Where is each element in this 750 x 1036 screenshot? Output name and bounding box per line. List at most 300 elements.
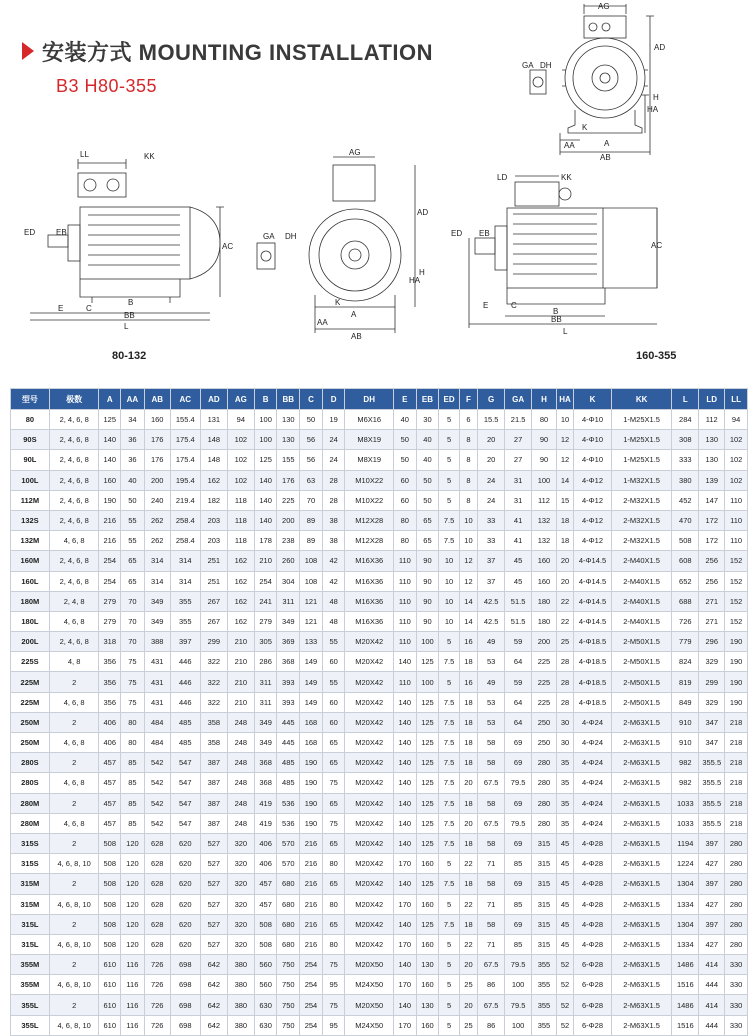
- table-cell: 149: [300, 692, 323, 712]
- table-cell: 75: [121, 692, 145, 712]
- table-cell: 45: [556, 934, 573, 954]
- table-cell: 380: [672, 470, 699, 490]
- table-cell: 50: [121, 490, 145, 510]
- table-cell: 4-Φ18.5: [574, 692, 612, 712]
- table-cell: 2-M63X1.5: [611, 1015, 671, 1035]
- table-cell: 368: [277, 652, 300, 672]
- dim-label-a: A: [604, 139, 610, 148]
- column-header: AC: [170, 389, 200, 410]
- table-cell: 7.5: [439, 531, 460, 551]
- table-cell: 6-Φ28: [574, 1015, 612, 1035]
- table-cell: 55: [322, 672, 345, 692]
- model-cell: 132M: [11, 531, 50, 551]
- column-header: DH: [345, 389, 394, 410]
- dimension-table: [10, 388, 748, 1036]
- table-cell: 33: [478, 510, 505, 530]
- dim-label-ld: LD: [497, 173, 508, 182]
- table-cell: 10: [439, 551, 460, 571]
- table-cell: 75: [322, 773, 345, 793]
- table-cell: 726: [144, 995, 170, 1015]
- table-cell: 355: [532, 975, 557, 995]
- table-cell: 251: [200, 571, 227, 591]
- table-cell: 279: [254, 611, 277, 631]
- table-cell: 20: [478, 430, 505, 450]
- table-header-row: [11, 389, 748, 410]
- table-cell: 28: [556, 672, 573, 692]
- dim-label-eb-2: EB: [479, 229, 490, 238]
- table-cell: 108: [300, 571, 323, 591]
- table-cell: 262: [144, 510, 170, 530]
- table-cell: 108: [300, 551, 323, 571]
- table-cell: 20: [459, 813, 477, 833]
- table-cell: 100: [505, 1015, 532, 1035]
- table-cell: 280: [725, 854, 748, 874]
- table-cell: 75: [322, 955, 345, 975]
- table-cell: M20X42: [345, 813, 394, 833]
- table-cell: 680: [277, 874, 300, 894]
- table-cell: 527: [200, 914, 227, 934]
- table-cell: 25: [459, 975, 477, 995]
- model-cell: 180L: [11, 611, 50, 631]
- table-cell: 31: [505, 470, 532, 490]
- table-cell: 140: [393, 833, 416, 853]
- table-cell: 4, 6, 8: [49, 813, 99, 833]
- table-cell: 387: [200, 773, 227, 793]
- table-cell: 5: [439, 975, 460, 995]
- table-cell: 180: [532, 611, 557, 631]
- table-cell: 110: [393, 571, 416, 591]
- table-cell: 80: [532, 410, 557, 430]
- table-cell: 322: [200, 692, 227, 712]
- table-cell: 610: [99, 955, 121, 975]
- table-cell: 225: [532, 692, 557, 712]
- table-cell: 387: [200, 793, 227, 813]
- model-cell: 80: [11, 410, 50, 430]
- table-cell: 100: [254, 430, 277, 450]
- table-cell: 85: [121, 813, 145, 833]
- table-row: [11, 611, 748, 631]
- table-cell: 69: [505, 914, 532, 934]
- table-cell: 95: [322, 975, 345, 995]
- table-cell: 419: [254, 813, 277, 833]
- table-cell: 125: [99, 410, 121, 430]
- table-cell: 210: [227, 672, 254, 692]
- table-cell: M20X42: [345, 672, 394, 692]
- column-header: GA: [505, 389, 532, 410]
- table-cell: 45: [556, 833, 573, 853]
- table-cell: 102: [227, 450, 254, 470]
- table-cell: 24: [478, 470, 505, 490]
- table-row: [11, 672, 748, 692]
- table-row: [11, 894, 748, 914]
- table-cell: M6X16: [345, 410, 394, 430]
- table-cell: 349: [144, 591, 170, 611]
- table-cell: 45: [505, 551, 532, 571]
- table-cell: 85: [505, 934, 532, 954]
- table-cell: 18: [459, 833, 477, 853]
- table-cell: 218: [725, 712, 748, 732]
- table-row: [11, 995, 748, 1015]
- table-cell: 1194: [672, 833, 699, 853]
- table-cell: 427: [699, 934, 725, 954]
- table-cell: 160: [416, 1015, 439, 1035]
- table-cell: M20X42: [345, 692, 394, 712]
- table-cell: 112: [699, 410, 725, 430]
- table-cell: 387: [200, 753, 227, 773]
- table-cell: 100: [505, 975, 532, 995]
- table-cell: 55: [121, 531, 145, 551]
- dim-label-k-2: K: [335, 298, 341, 307]
- dim-label-bb: BB: [124, 311, 135, 320]
- table-cell: 4, 6, 8, 10: [49, 1015, 99, 1035]
- table-cell: 58: [478, 874, 505, 894]
- table-cell: 12: [556, 450, 573, 470]
- model-cell: 315L: [11, 914, 50, 934]
- table-cell: 22: [459, 894, 477, 914]
- table-cell: 358: [200, 733, 227, 753]
- table-cell: 125: [416, 874, 439, 894]
- model-cell: 250M: [11, 712, 50, 732]
- table-cell: 355.5: [699, 793, 725, 813]
- table-cell: 1304: [672, 874, 699, 894]
- table-cell: 311: [254, 672, 277, 692]
- table-cell: 628: [144, 854, 170, 874]
- table-cell: 380: [227, 975, 254, 995]
- column-header: 极数: [49, 389, 99, 410]
- table-cell: 110: [393, 551, 416, 571]
- model-cell: 355L: [11, 1015, 50, 1035]
- table-row: [11, 1015, 748, 1035]
- dim-label-ad-2: AD: [417, 208, 429, 217]
- table-cell: 85: [121, 773, 145, 793]
- table-cell: 75: [322, 813, 345, 833]
- table-cell: 4-Φ28: [574, 833, 612, 853]
- table-cell: 333: [672, 450, 699, 470]
- table-cell: 4, 6, 8, 10: [49, 975, 99, 995]
- table-cell: 152: [725, 551, 748, 571]
- table-cell: 1486: [672, 995, 699, 1015]
- table-cell: 406: [99, 733, 121, 753]
- table-cell: 355.5: [699, 813, 725, 833]
- table-cell: 49: [478, 632, 505, 652]
- model-cell: 132S: [11, 510, 50, 530]
- table-cell: M20X42: [345, 934, 394, 954]
- table-cell: 22: [459, 934, 477, 954]
- table-cell: 80: [121, 712, 145, 732]
- table-cell: 70: [121, 611, 145, 631]
- table-cell: 750: [277, 995, 300, 1015]
- model-cell: 280S: [11, 773, 50, 793]
- table-cell: 1033: [672, 813, 699, 833]
- table-cell: 130: [416, 995, 439, 1015]
- table-cell: 547: [170, 753, 200, 773]
- caption-160-355: 160-355: [636, 350, 677, 362]
- table-cell: 349: [254, 712, 277, 732]
- table-cell: 63: [300, 470, 323, 490]
- table-cell: 330: [725, 975, 748, 995]
- table-cell: 160: [416, 894, 439, 914]
- table-cell: 356: [99, 652, 121, 672]
- column-header: AD: [200, 389, 227, 410]
- table-cell: 190: [725, 632, 748, 652]
- table-cell: 89: [300, 510, 323, 530]
- table-cell: 1-M32X1.5: [611, 470, 671, 490]
- table-cell: 299: [699, 672, 725, 692]
- table-cell: 279: [99, 591, 121, 611]
- table-cell: 120: [121, 914, 145, 934]
- table-cell: 2-M50X1.5: [611, 672, 671, 692]
- table-cell: 118: [227, 531, 254, 551]
- table-cell: 2-M50X1.5: [611, 692, 671, 712]
- table-cell: 71: [478, 934, 505, 954]
- table-cell: M20X42: [345, 793, 394, 813]
- table-cell: 322: [200, 672, 227, 692]
- table-cell: 60: [322, 652, 345, 672]
- table-cell: M20X42: [345, 914, 394, 934]
- table-cell: 254: [300, 995, 323, 1015]
- table-cell: 2: [49, 955, 99, 975]
- table-cell: 311: [277, 591, 300, 611]
- table-cell: 133: [300, 632, 323, 652]
- table-cell: 824: [672, 652, 699, 672]
- table-cell: 48: [322, 591, 345, 611]
- table-cell: 190: [300, 793, 323, 813]
- table-cell: 280: [532, 773, 557, 793]
- table-cell: 355: [532, 1015, 557, 1035]
- table-cell: 100: [532, 470, 557, 490]
- table-cell: 216: [300, 914, 323, 934]
- table-cell: 162: [227, 571, 254, 591]
- table-cell: 190: [725, 652, 748, 672]
- table-cell: 2-M63X1.5: [611, 894, 671, 914]
- table-cell: 355: [170, 611, 200, 631]
- table-row: [11, 934, 748, 954]
- table-cell: 22: [459, 854, 477, 874]
- table-cell: 132: [532, 531, 557, 551]
- table-cell: 28: [322, 470, 345, 490]
- table-cell: 7.5: [439, 652, 460, 672]
- table-cell: 162: [227, 591, 254, 611]
- table-cell: 271: [699, 591, 725, 611]
- dim-label-ha: HA: [647, 105, 659, 114]
- table-cell: 347: [699, 733, 725, 753]
- table-cell: 140: [393, 793, 416, 813]
- table-cell: 2-M40X1.5: [611, 611, 671, 631]
- column-header: LL: [725, 389, 748, 410]
- table-row: [11, 430, 748, 450]
- table-cell: 4-Φ28: [574, 894, 612, 914]
- table-cell: 393: [277, 672, 300, 692]
- table-cell: 4-Φ10: [574, 450, 612, 470]
- column-header: ED: [439, 389, 460, 410]
- table-cell: 284: [672, 410, 699, 430]
- model-cell: 90S: [11, 430, 50, 450]
- model-cell: 225M: [11, 692, 50, 712]
- table-cell: 457: [99, 793, 121, 813]
- table-cell: 53: [478, 692, 505, 712]
- table-cell: M20X42: [345, 632, 394, 652]
- model-cell: 90L: [11, 450, 50, 470]
- table-cell: 726: [144, 1015, 170, 1035]
- table-cell: M16X36: [345, 571, 394, 591]
- table-cell: 315: [532, 934, 557, 954]
- table-cell: 65: [121, 571, 145, 591]
- table-cell: 18: [556, 531, 573, 551]
- table-cell: 18: [459, 652, 477, 672]
- table-cell: 70: [300, 490, 323, 510]
- table-cell: 38: [322, 510, 345, 530]
- table-cell: 4-Φ24: [574, 712, 612, 732]
- table-cell: 652: [672, 571, 699, 591]
- table-cell: 910: [672, 712, 699, 732]
- table-cell: M24X50: [345, 1015, 394, 1035]
- table-row: [11, 712, 748, 732]
- table-cell: 140: [254, 470, 277, 490]
- table-cell: 2, 4, 6, 8: [49, 410, 99, 430]
- table-cell: 30: [556, 712, 573, 732]
- table-cell: 457: [99, 753, 121, 773]
- dim-label-h-2: H: [419, 268, 425, 277]
- table-cell: 6-Φ28: [574, 975, 612, 995]
- table-cell: 121: [300, 591, 323, 611]
- table-cell: 60: [322, 712, 345, 732]
- table-cell: 90: [416, 551, 439, 571]
- table-cell: 8: [459, 490, 477, 510]
- table-cell: 42: [322, 551, 345, 571]
- table-cell: 75: [121, 672, 145, 692]
- model-cell: 112M: [11, 490, 50, 510]
- table-cell: 4, 6, 8: [49, 733, 99, 753]
- table-cell: 125: [416, 753, 439, 773]
- table-cell: 18: [459, 692, 477, 712]
- table-cell: 45: [556, 854, 573, 874]
- table-cell: 457: [99, 773, 121, 793]
- table-cell: 560: [254, 975, 277, 995]
- table-cell: 4-Φ10: [574, 430, 612, 450]
- table-cell: 86: [478, 1015, 505, 1035]
- table-cell: 38: [322, 531, 345, 551]
- table-cell: 369: [277, 632, 300, 652]
- table-cell: 51.5: [505, 611, 532, 631]
- table-cell: 508: [99, 894, 121, 914]
- page-subtitle: B3 H80-355: [56, 76, 158, 96]
- column-header: A: [99, 389, 121, 410]
- table-cell: 49: [478, 672, 505, 692]
- table-cell: 15: [556, 490, 573, 510]
- table-cell: 12: [459, 551, 477, 571]
- table-cell: 4, 6, 8, 10: [49, 854, 99, 874]
- table-cell: 4-Φ28: [574, 934, 612, 954]
- table-cell: 2-M40X1.5: [611, 571, 671, 591]
- dim-label-dh-2: DH: [285, 232, 297, 241]
- table-cell: 125: [416, 712, 439, 732]
- table-cell: 431: [144, 652, 170, 672]
- table-cell: 24: [322, 450, 345, 470]
- table-cell: 2-M63X1.5: [611, 854, 671, 874]
- table-cell: M10X22: [345, 470, 394, 490]
- table-cell: 698: [170, 995, 200, 1015]
- table-cell: 305: [254, 632, 277, 652]
- table-cell: 4-Φ24: [574, 733, 612, 753]
- table-cell: 140: [99, 450, 121, 470]
- table-cell: 356: [99, 692, 121, 712]
- table-cell: 64: [505, 692, 532, 712]
- table-cell: 203: [200, 510, 227, 530]
- table-cell: 560: [254, 955, 277, 975]
- table-cell: 50: [300, 410, 323, 430]
- table-cell: 4, 6, 8: [49, 773, 99, 793]
- dim-label-ab: AB: [600, 153, 611, 162]
- table-cell: 322: [200, 652, 227, 672]
- table-cell: 250: [532, 712, 557, 732]
- table-cell: 1334: [672, 934, 699, 954]
- table-cell: 65: [322, 733, 345, 753]
- table-cell: 5: [439, 854, 460, 874]
- table-cell: 27: [505, 450, 532, 470]
- table-cell: 216: [99, 531, 121, 551]
- table-cell: M20X42: [345, 733, 394, 753]
- table-cell: 100: [416, 672, 439, 692]
- table-cell: 320: [227, 854, 254, 874]
- model-cell: 355M: [11, 975, 50, 995]
- table-cell: 149: [300, 672, 323, 692]
- table-cell: 160: [532, 571, 557, 591]
- table-cell: 547: [170, 793, 200, 813]
- table-cell: 2, 4, 6, 8: [49, 632, 99, 652]
- table-cell: 80: [322, 854, 345, 874]
- table-cell: 542: [144, 753, 170, 773]
- table-cell: 7.5: [439, 793, 460, 813]
- table-cell: 70: [121, 632, 145, 652]
- table-cell: 508: [99, 874, 121, 894]
- table-cell: 176: [144, 430, 170, 450]
- table-cell: 2, 4, 6, 8: [49, 450, 99, 470]
- table-cell: 218: [725, 773, 748, 793]
- table-cell: 203: [200, 531, 227, 551]
- table-cell: M20X50: [345, 955, 394, 975]
- table-cell: 1-M25X1.5: [611, 410, 671, 430]
- table-cell: 2-M63X1.5: [611, 793, 671, 813]
- table-cell: 397: [170, 632, 200, 652]
- table-cell: 140: [393, 652, 416, 672]
- table-cell: 680: [277, 934, 300, 954]
- table-cell: 698: [170, 975, 200, 995]
- table-cell: 304: [277, 571, 300, 591]
- table-cell: 160: [144, 410, 170, 430]
- column-header: 型号: [11, 389, 50, 410]
- table-cell: 414: [699, 995, 725, 1015]
- table-cell: 280: [725, 833, 748, 853]
- table-cell: 42.5: [478, 591, 505, 611]
- dim-label-a-2: A: [351, 310, 357, 319]
- model-cell: 225S: [11, 652, 50, 672]
- table-cell: 4, 6, 8: [49, 611, 99, 631]
- table-cell: 4, 6, 8: [49, 692, 99, 712]
- table-cell: 2, 4, 6, 8: [49, 510, 99, 530]
- table-cell: 58: [478, 753, 505, 773]
- table-cell: 7.5: [439, 833, 460, 853]
- table-cell: 445: [277, 733, 300, 753]
- table-cell: 308: [672, 430, 699, 450]
- model-cell: 225M: [11, 672, 50, 692]
- table-cell: 28: [556, 692, 573, 712]
- table-cell: 4-Φ12: [574, 490, 612, 510]
- table-cell: 64: [505, 652, 532, 672]
- dim-label-bb-2: BB: [551, 315, 562, 324]
- table-cell: 2-M63X1.5: [611, 833, 671, 853]
- table-cell: 162: [227, 611, 254, 631]
- table-cell: 4-Φ18.5: [574, 672, 612, 692]
